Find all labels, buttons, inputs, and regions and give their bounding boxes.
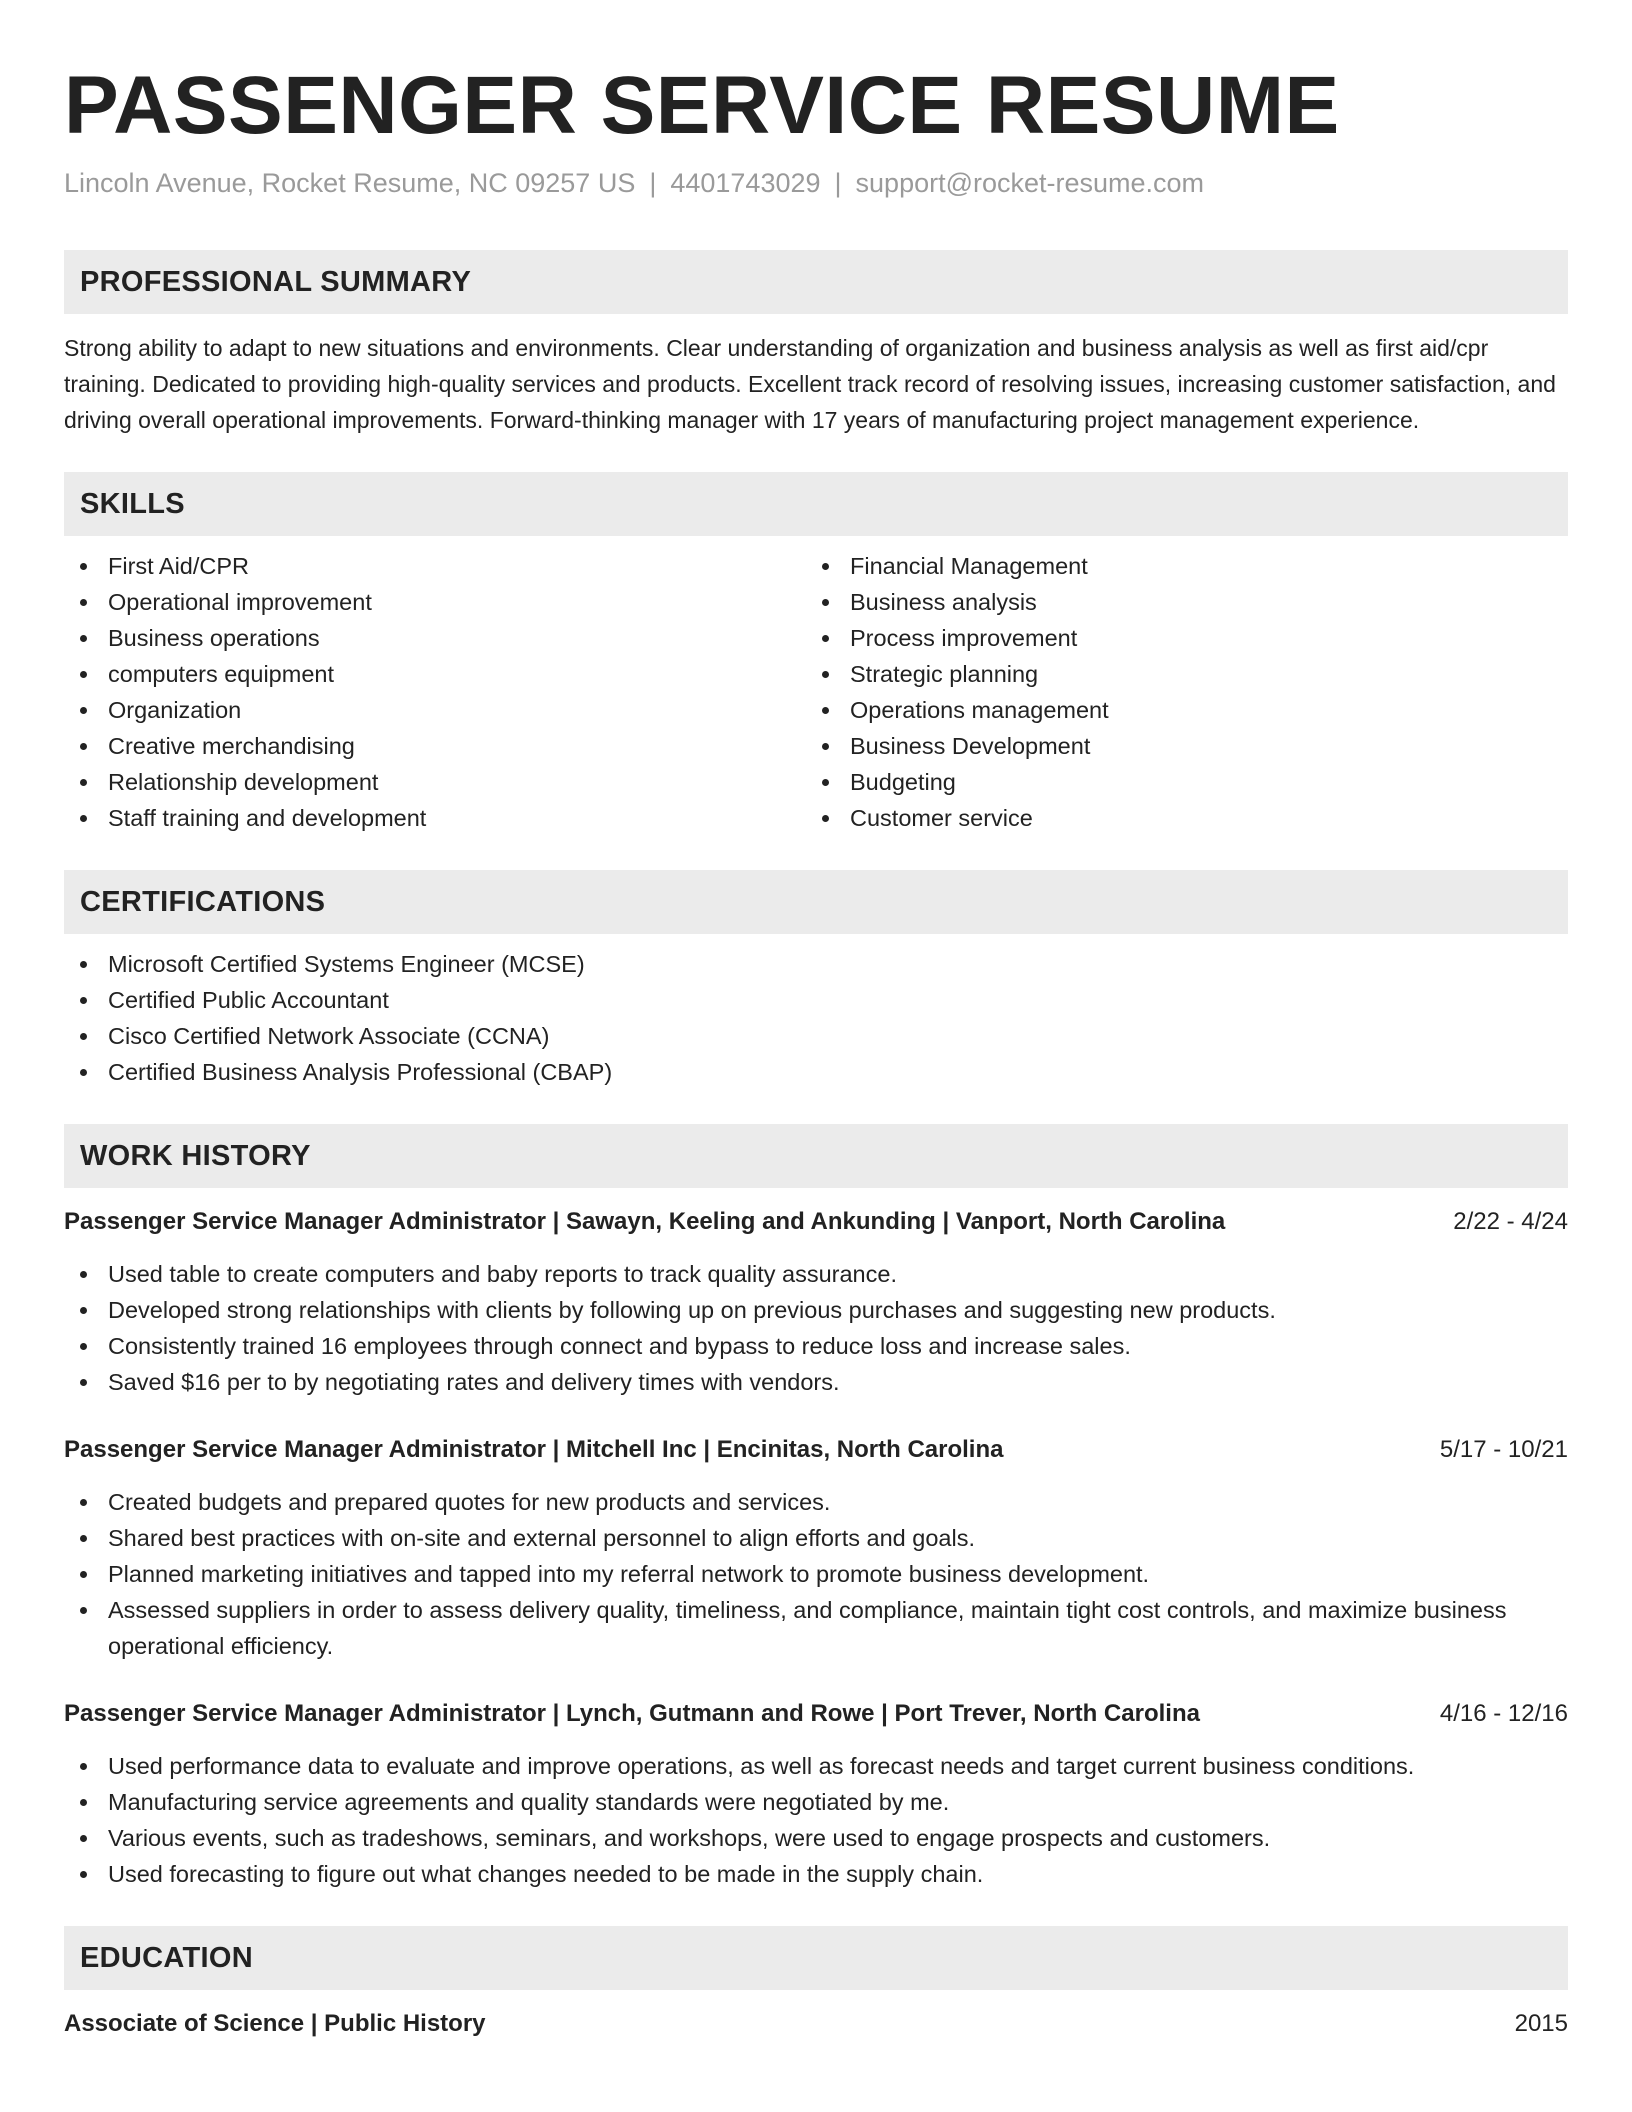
skill-item: computers equipment [64, 656, 806, 692]
skill-item: Business analysis [806, 584, 1548, 620]
summary-text: Strong ability to adapt to new situations and environments. Clear understanding of organization and business analysis as well as first aid/cpr training. Dedicated to providing high-quality services and products. Excellent track record of resolving issues, increasing customer satisfaction, and driving overall operational improvements. Forward-thinking manager with 17 years of manufacturing project management experience. [64, 335, 1556, 433]
job-entry [64, 1204, 1568, 1400]
skill-item: Relationship development [64, 764, 806, 800]
job-bullet: Created budgets and prepared quotes for new products and services. [64, 1484, 1568, 1520]
job-bullet: Shared best practices with on-site and external personnel to align efforts and goals. [64, 1520, 1568, 1556]
skills-column-left [64, 548, 806, 836]
job-bullet: Used forecasting to figure out what changes needed to be made in the supply chain. [64, 1856, 1568, 1892]
section-heading-certifications: CERTIFICATIONS [64, 870, 1568, 934]
skill-item: Business Development [806, 728, 1548, 764]
section-heading-summary: PROFESSIONAL SUMMARY [64, 250, 1568, 314]
contact-email: support@rocket-resume.com [855, 168, 1205, 198]
job-dates: 2/22 - 4/24 [1453, 1208, 1568, 1235]
education-year: 2015 [1514, 2010, 1568, 2037]
section-heading-education: EDUCATION [64, 1926, 1568, 1990]
contact-separator: | [834, 168, 842, 198]
job-bullets [64, 1748, 1568, 1892]
resume-title: PASSENGER SERVICE RESUME [64, 60, 1340, 151]
job-bullet: Consistently trained 16 employees through connect and bypass to reduce loss and increase sales. [64, 1328, 1568, 1364]
job-header [64, 1696, 1568, 1732]
section-heading-skills: SKILLS [64, 472, 1568, 536]
contact-line [64, 166, 1568, 200]
job-bullet: Manufacturing service agreements and quality standards were negotiated by me. [64, 1784, 1568, 1820]
job-header [64, 1432, 1568, 1468]
skill-item: First Aid/CPR [64, 548, 806, 584]
job-bullet: Used table to create computers and baby reports to track quality assurance. [64, 1256, 1568, 1292]
skill-item: Organization [64, 692, 806, 728]
skill-item: Creative merchandising [64, 728, 806, 764]
job-entry [64, 1696, 1568, 1892]
job-bullet: Planned marketing initiatives and tapped into my referral network to promote business development. [64, 1556, 1568, 1592]
job-bullet: Assessed suppliers in order to assess delivery quality, timeliness, and compliance, maintain tight cost controls, and maximize business operational efficiency. [64, 1592, 1568, 1664]
job-title: Passenger Service Manager Administrator | Mitchell Inc | Encinitas, North Carolina [64, 1436, 1004, 1463]
skill-item: Budgeting [806, 764, 1548, 800]
contact-separator: | [649, 168, 657, 198]
job-bullet: Developed strong relationships with clients by following up on previous purchases and suggesting new products. [64, 1292, 1568, 1328]
certification-item: Microsoft Certified Systems Engineer (MCSE) [64, 946, 1568, 982]
job-header [64, 1204, 1568, 1240]
job-title: Passenger Service Manager Administrator | Sawayn, Keeling and Ankunding | Vanport, North Carolina [64, 1208, 1226, 1235]
skills-list [64, 548, 1568, 836]
education-degree: Associate of Science | Public History [64, 2010, 486, 2037]
job-bullets [64, 1484, 1568, 1664]
job-dates: 5/17 - 10/21 [1439, 1436, 1568, 1463]
certification-item: Certified Business Analysis Professional (CBAP) [64, 1054, 1568, 1090]
resume-page [64, 0, 1568, 2042]
skill-item: Operations management [806, 692, 1548, 728]
section-heading-work-history: WORK HISTORY [64, 1124, 1568, 1188]
certification-item: Certified Public Accountant [64, 982, 1568, 1018]
certification-item: Cisco Certified Network Associate (CCNA) [64, 1018, 1568, 1054]
job-dates: 4/16 - 12/16 [1439, 1700, 1568, 1727]
skill-item: Process improvement [806, 620, 1548, 656]
skill-item: Financial Management [806, 548, 1548, 584]
skill-item: Customer service [806, 800, 1548, 836]
job-bullet: Various events, such as tradeshows, seminars, and workshops, were used to engage prospects and customers. [64, 1820, 1568, 1856]
job-bullet: Saved $16 per to by negotiating rates and delivery times with vendors. [64, 1364, 1568, 1400]
skills-column-right [806, 548, 1548, 836]
job-bullets [64, 1256, 1568, 1400]
certifications-list [64, 946, 1568, 1090]
skill-item: Operational improvement [64, 584, 806, 620]
skill-item: Strategic planning [806, 656, 1548, 692]
contact-phone: 4401743029 [670, 168, 821, 198]
contact-address: Lincoln Avenue, Rocket Resume, NC 09257 US [64, 168, 636, 198]
skill-item: Business operations [64, 620, 806, 656]
job-entry [64, 1432, 1568, 1664]
job-bullet: Used performance data to evaluate and improve operations, as well as forecast needs and target current business conditions. [64, 1748, 1568, 1784]
job-title: Passenger Service Manager Administrator | Lynch, Gutmann and Rowe | Port Trever, North Carolina [64, 1700, 1200, 1727]
skill-item: Staff training and development [64, 800, 806, 836]
education-entry [64, 2006, 1568, 2042]
